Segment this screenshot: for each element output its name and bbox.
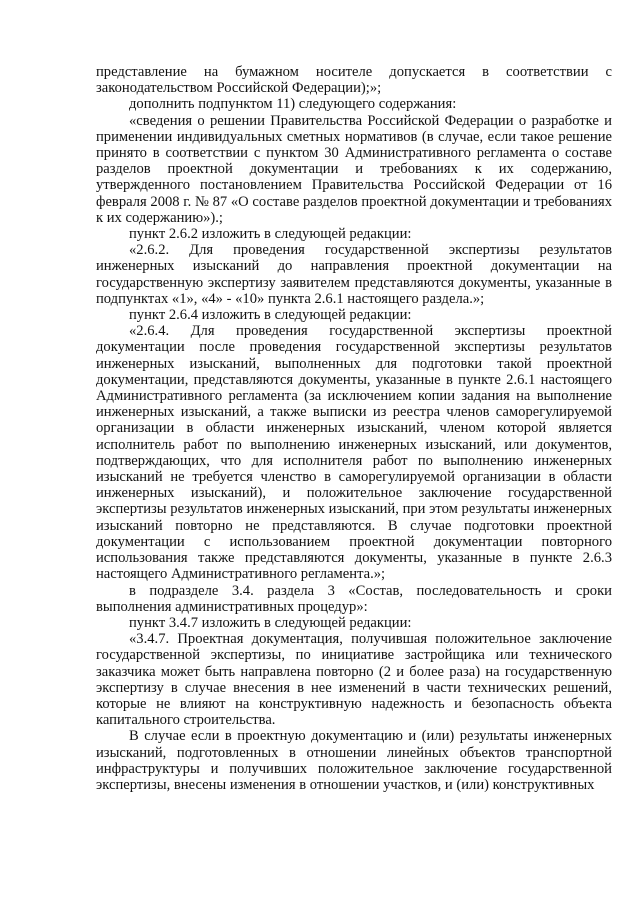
paragraph: «2.6.4. Для проведения государственной экспертизы проектной документации после проведения государственной экспертизы результатов инженерных изысканий, выполненных для подготовки такой проектной документации, представляются документы, указанные в пункте 2.6.1 настоящего Административного регламента (за исключением копии задания на выполнение инженерных изысканий, а также выписки из реестра членов саморегулируемой организации в области инженерных изысканий, членом которой является исполнитель работ по выполнению инженерных изысканий, или документов, подтверждающих, что для исполнителя работ по выполнению инженерных изысканий не требуется членство в саморегулируемой организации в области инженерных изысканий), и положительное заключение государственной экспертизы результатов инженерных изысканий, при этом результаты инженерных изысканий повторно не представляются. В случае подготовки проектной документации с использованием проектной документации повторного использования также представляются документы, указанные в пункте 2.6.3 настоящего Административного регламента.»; xyxy=(96,323,612,583)
paragraph: пункт 2.6.2 изложить в следующей редакции: xyxy=(129,226,412,243)
paragraph: «2.6.2. Для проведения государственной экспертизы результатов инженерных изысканий до направления проектной документации на государственную экспертизу заявителем представляются документы, указанные в подпунктах «1», «4» - «10» пункта 2.6.1 настоящего раздела.»; xyxy=(96,242,612,307)
document-page xyxy=(96,64,612,793)
paragraph: дополнить подпунктом 11) следующего содержания: xyxy=(129,96,457,113)
paragraph: пункт 2.6.4 изложить в следующей редакции: xyxy=(129,307,412,324)
paragraph: «сведения о решении Правительства Российской Федерации о разработке и применении индивидуальных сметных нормативов (в случае, если такое решение принято в соответствии с пунктом 30 Административного регламента о составе разделов проектной документации и требованиях к их содержанию, утвержденного постановлением Правительства Российской Федерации от 16 февраля 2008 г. № 87 «О составе разделов проектной документации и требованиях к их содержанию»).; xyxy=(96,112,612,226)
paragraph: представление на бумажном носителе допускается в соответствии с законодательством Российской Федерации);»; xyxy=(96,64,612,97)
paragraph: «3.4.7. Проектная документация, получившая положительное заключение государственной экспертизы, по инициативе застройщика или технического заказчика может быть направлена повторно (2 и более раза) на государственную экспертизу в случае внесения в нее изменений в части технических решений, которые не влияют на конструктивную надежность и безопасность объекта капитального строительства. xyxy=(96,631,612,729)
paragraph: пункт 3.4.7 изложить в следующей редакции: xyxy=(129,614,412,631)
paragraph: В случае если в проектную документацию и (или) результаты инженерных изысканий, подготовленных в отношении линейных объектов транспортной инфраструктуры и получивших положительное заключение государственной экспертизы, внесены изменения в отношении участков, и (или) конструктивных xyxy=(96,728,612,793)
paragraph: в подразделе 3.4. раздела 3 «Состав, последовательность и сроки выполнения административных процедур»: xyxy=(96,582,612,615)
